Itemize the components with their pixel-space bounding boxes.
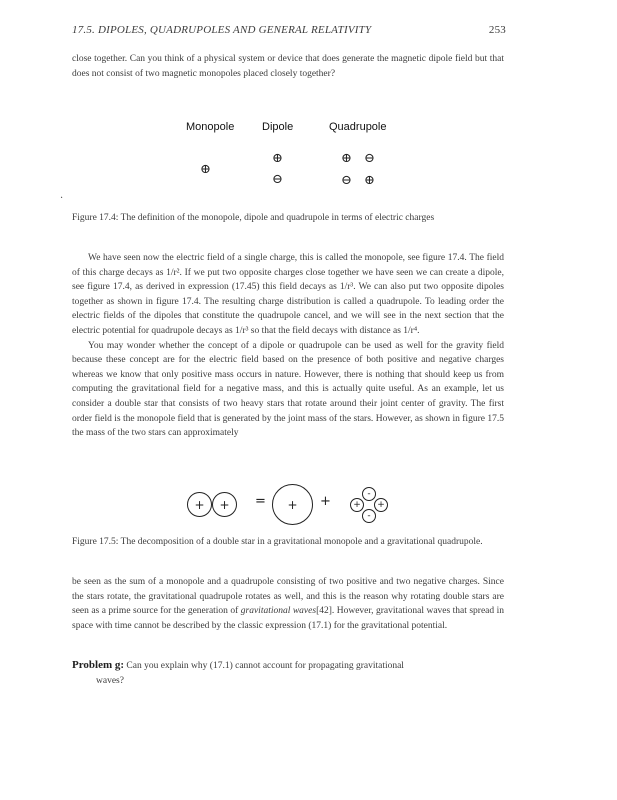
dipole-plus-icon: ⊕: [272, 151, 283, 166]
plus-icon: +: [219, 497, 230, 512]
plus-icon: +: [287, 497, 298, 512]
quad-right-circle: [374, 498, 388, 512]
plus-icon: +: [377, 500, 385, 510]
figure-17-5-caption: Figure 17.5: The decomposition of a double star in a gravitational monopole and a gravitational quadrupole.: [72, 537, 483, 547]
equals-sign: =: [255, 494, 266, 509]
quad-top-circle: [362, 487, 376, 501]
quadrupole-minus-icon: ⊖: [364, 151, 375, 166]
star-2-circle: [212, 492, 237, 517]
problem-g: [72, 658, 504, 688]
plus-icon: +: [353, 500, 361, 510]
label-monopole: Monopole: [186, 121, 235, 133]
problem-text-line-2: waves?: [96, 675, 124, 686]
minus-icon: -: [367, 511, 371, 521]
problem-text-line-1: Can you explain why (17.1) cannot account for propagating gravitational: [126, 661, 404, 671]
body-paragraph-2: You may wonder whether the concept of a dipole or quadrupole can be used as well for the gravity field because these concept are for the electric field based on the presence of both positive and negative charges whereas we know that only positive mass occurs in nature. However, there is nothing that should keep us from computing the gravitational field for a negative mass, and this is actually quite useful. As an example, let us consider a double star that consists of two heavy stars that rotate around their joint center of gravity. The first order field is the monopole field that is generated by the joint mass of the stars. However, as shown in figure 17.5 the mass of the two stars can approximately: [72, 340, 504, 439]
header-title: 17.5. DIPOLES, QUADRUPOLES AND GENERAL RELATIVITY: [72, 24, 372, 36]
quad-bottom-circle: [362, 509, 376, 523]
star-1-circle: [187, 492, 212, 517]
plus-sign: +: [320, 494, 331, 509]
paragraph-3-part-1: be seen as the sum of a monopole and a quadrupole consisting of two positive and two negative charges. Since the stars rotate, the gravitational quadrupole rotates as well, and this is the reason why rotating double stars are seen as a prime source for the generation of: [72, 577, 504, 617]
dipole-minus-icon: ⊖: [272, 172, 283, 187]
label-dipole: Dipole: [262, 121, 294, 133]
monopole-circle: [272, 484, 313, 525]
quadrupole-minus-icon: ⊖: [341, 173, 352, 188]
label-quadrupole: Quadrupole: [329, 121, 387, 133]
figure-17-4-caption: Figure 17.4: The definition of the monopole, dipole and quadrupole in terms of electric charges: [72, 213, 435, 223]
figure-dot: ·: [60, 193, 64, 204]
quadrupole-plus-icon: ⊕: [341, 151, 352, 166]
body-paragraph-3: [72, 575, 504, 633]
paragraph-3-part-2: [42]. However, gravitational waves that spread in space with time cannot be described by the classic expression (17.1) for the gravitational potential.: [72, 606, 504, 631]
problem-label: Problem g:: [72, 659, 125, 671]
monopole-plus-icon: ⊕: [200, 162, 211, 177]
emphasized-term: gravitational waves: [240, 606, 317, 617]
body-paragraph-1: We have seen now the electric field of a single charge, this is called the monopole, see figure 17.4. The field of this charge decays as 1/r². If we put two opposite charges close together we have seen we can create a dipole, see figure 17.4, as derived in expression (17.45) this field decays as 1/r³. We can also put two opposite dipoles together as shown in figure 17.4. The resulting charge distribution is called a quadrupole. To leading order the electric fields of the dipoles that constitute the quadrupole cancel, and we will see in the next section that the electric potential for quadrupole decays as 1/r³ so that the field decays with distance as 1/r⁴.: [72, 253, 504, 336]
plus-icon: +: [194, 497, 205, 512]
quadrupole-plus-icon: ⊕: [364, 173, 375, 188]
page-number: 253: [488, 24, 506, 36]
minus-icon: -: [367, 489, 371, 499]
intro-text: close together. Can you think of a physical system or device that does generate the magnetic dipole field but that does not consist of two magnetic monopoles placed closely together?: [72, 54, 504, 79]
quad-left-circle: [350, 498, 364, 512]
